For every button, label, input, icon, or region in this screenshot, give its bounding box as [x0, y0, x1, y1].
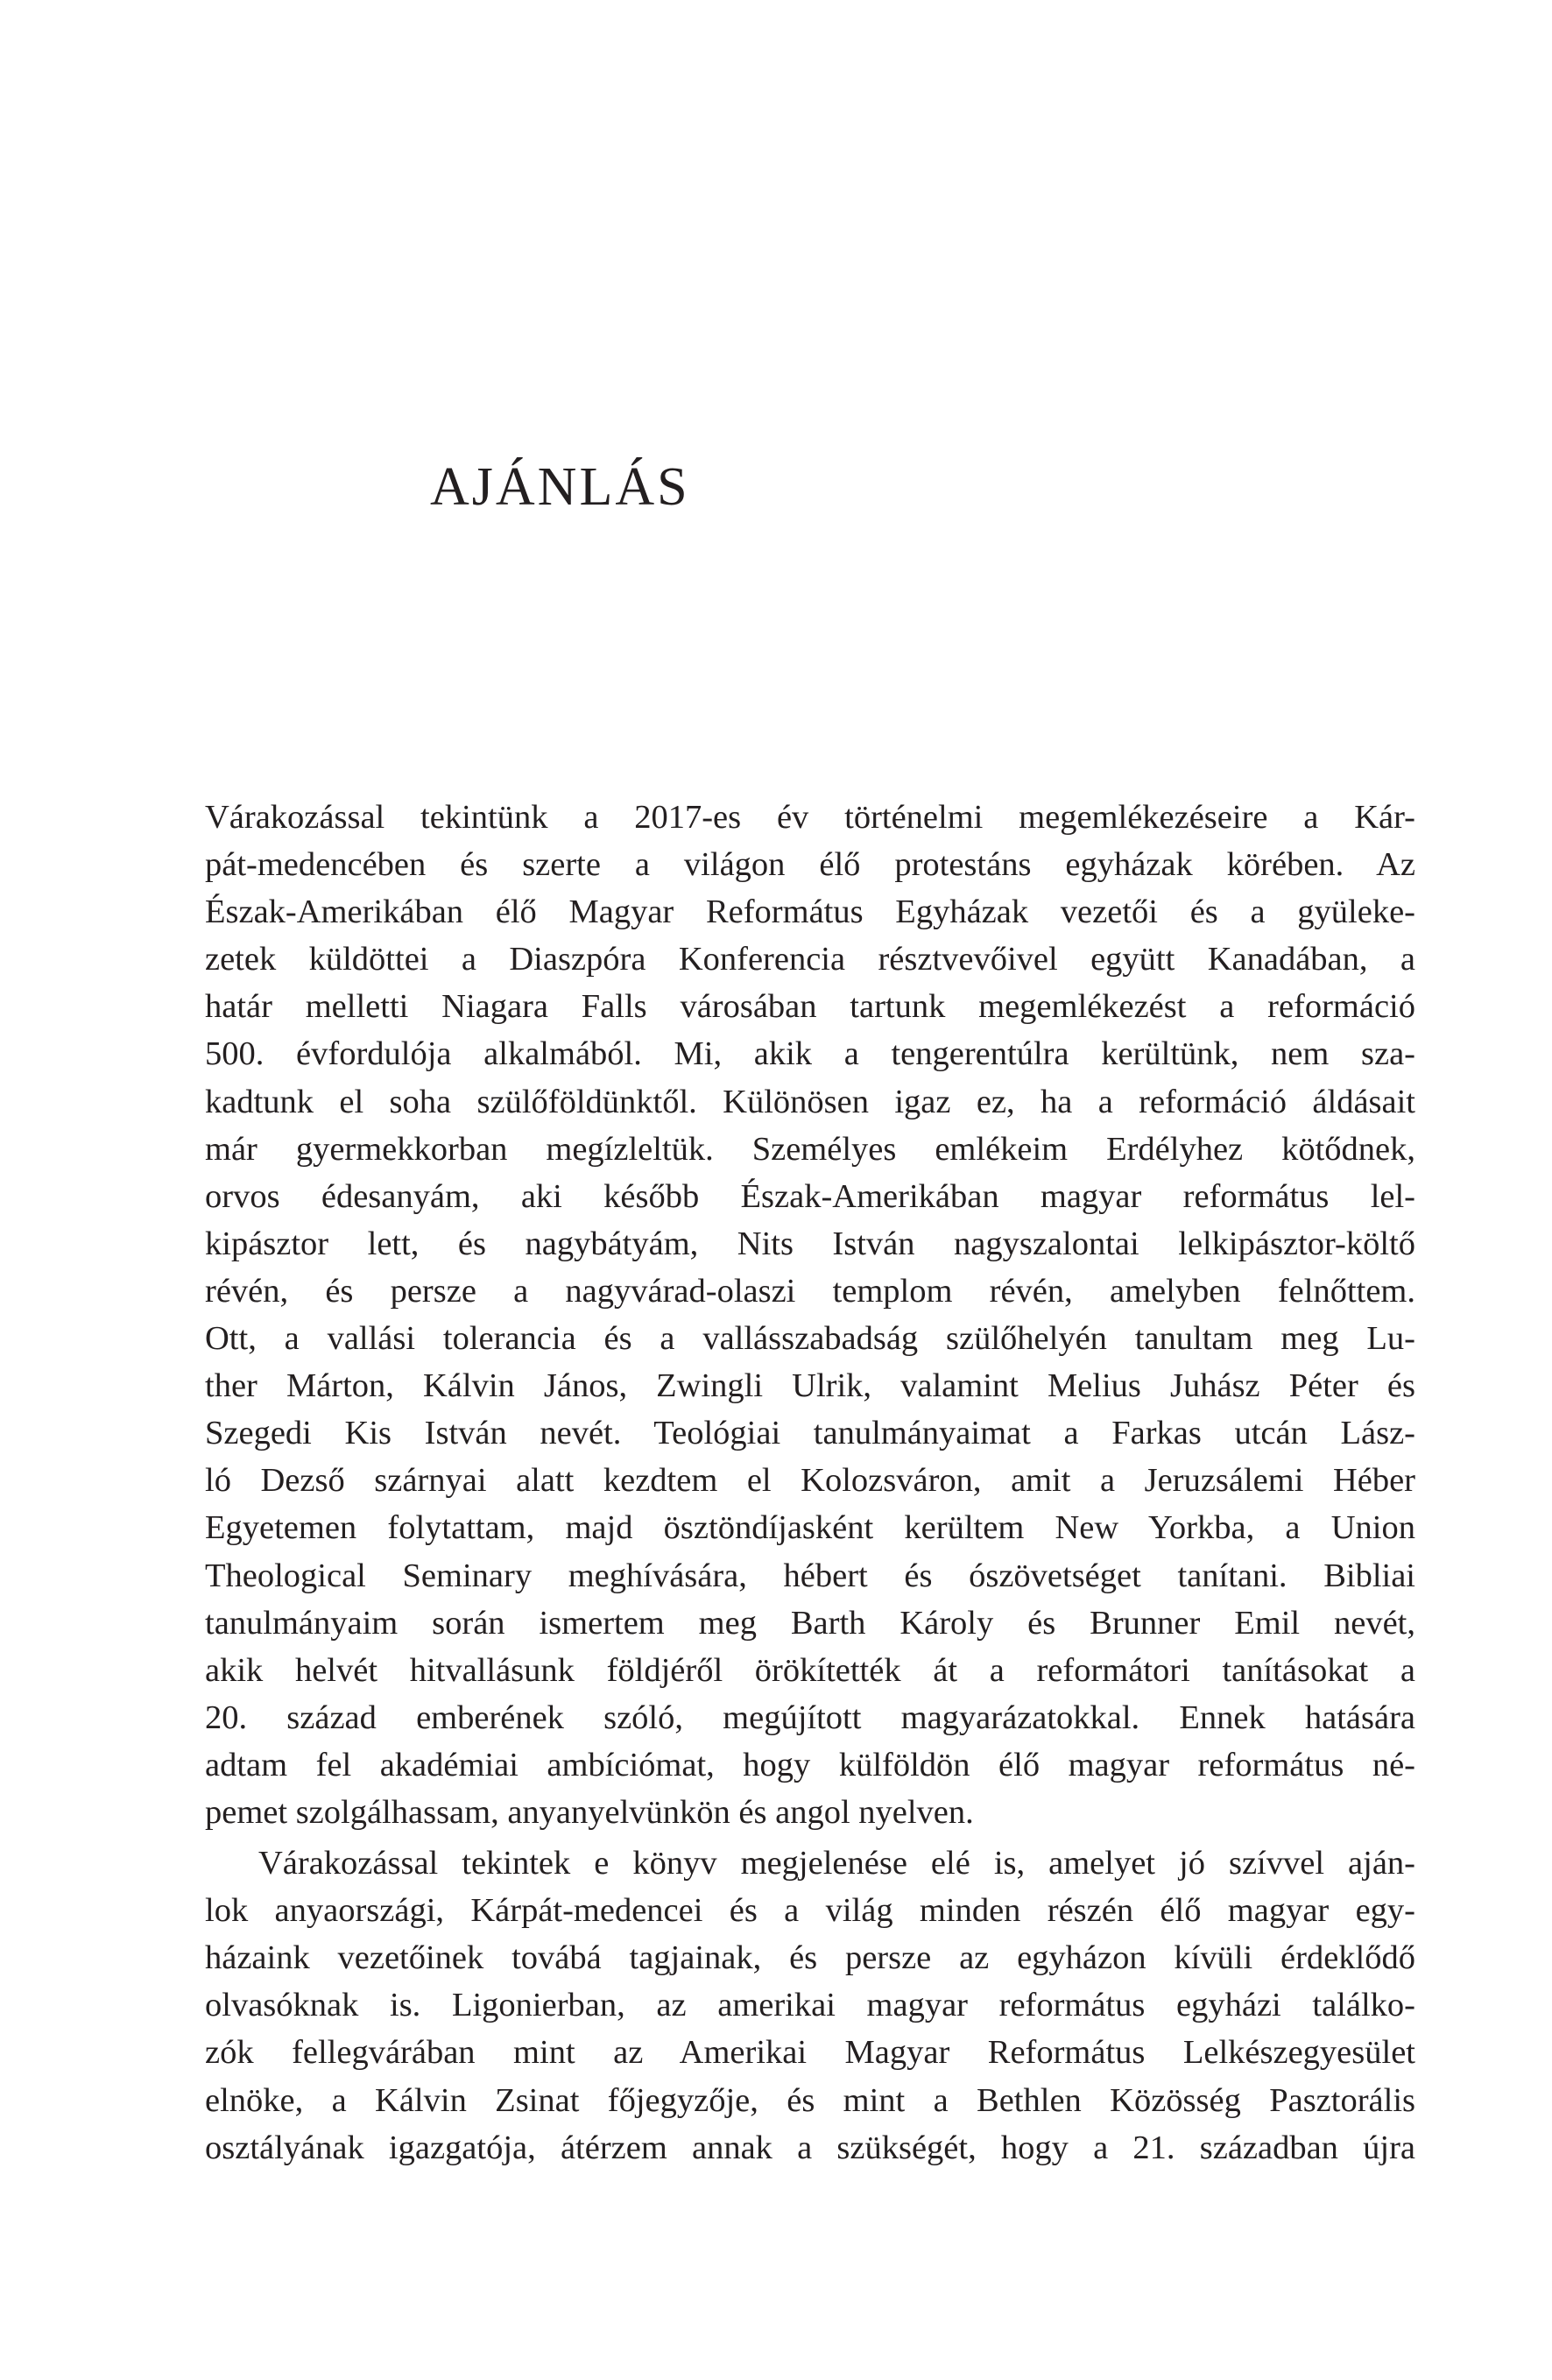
text-line: pát-medencében és szerte a világon élő protestáns egyházak körében. Az — [205, 846, 1415, 884]
text-line: kadtunk el soha szülőföldünktől. Különösen igaz ez, ha a reformáció áldásait — [205, 1083, 1415, 1120]
text-line: lok anyaországi, Kárpát-medencei és a világ minden részén élő magyar egy- — [205, 1892, 1415, 1930]
text-line: határ melletti Niagara Falls városában tartunk megemlékezést a reformáció — [205, 988, 1415, 1026]
text-line: Észak-Amerikában élő Magyar Református Egyházak vezetői és a gyüleke- — [205, 893, 1415, 931]
text-line: elnöke, a Kálvin Zsinat főjegyzője, és mint a Bethlen Közösség Pasztorális — [205, 2081, 1415, 2119]
text-line: Várakozással tekintek e könyv megjelenése elé is, amelyet jó szívvel aján- — [258, 1845, 1415, 1882]
text-line: orvos édesanyám, aki később Észak-Amerikában magyar református lel- — [205, 1177, 1415, 1215]
text-line: olvasóknak is. Ligonierban, az amerikai magyar református egyházi találko- — [205, 1987, 1415, 2024]
text-line: ló Dezső szárnyai alatt kezdtem el Kolozsváron, amit a Jeruzsálemi Héber — [205, 1462, 1415, 1500]
text-line: osztályának igazgatója, átérzem annak a szükségét, hogy a 21. században újra — [205, 2129, 1415, 2166]
text-line: 20. század emberének szóló, megújított magyarázatokkal. Ennek hatására — [205, 1698, 1415, 1736]
text-line: már gyermekkorban megízleltük. Személyes emlékeim Erdélyhez kötődnek, — [205, 1130, 1415, 1168]
text-line: kipásztor lett, és nagybátyám, Nits István nagyszalontai lelkipásztor-költő — [205, 1225, 1415, 1262]
text-line: zetek küldöttei a Diaszpóra Konferencia résztvevőivel együtt Kanadában, a — [205, 941, 1415, 978]
body-text — [205, 794, 1415, 2172]
text-line: Szegedi Kis István nevét. Teológiai tanulmányaimat a Farkas utcán Lász- — [205, 1415, 1415, 1452]
text-line: pemet szolgálhassam, anyanyelvünkön és angol nyelven. — [205, 1793, 974, 1831]
paragraph-2 — [205, 1840, 1415, 2172]
chapter-title: AJÁNLÁS — [430, 457, 690, 517]
text-line: Várakozással tekintünk a 2017-es év történelmi megemlékezéseire a Kár- — [205, 799, 1415, 836]
paragraph-1 — [205, 794, 1415, 1836]
text-line: ther Márton, Kálvin János, Zwingli Ulrik, valamint Melius Juhász Péter és — [205, 1367, 1415, 1405]
text-line: házaink vezetőinek továbá tagjainak, és persze az egyházon kívüli érdeklődő — [205, 1939, 1415, 1977]
text-line: akik helvét hitvallásunk földjéről örökítették át a reformátori tanításokat a — [205, 1651, 1415, 1689]
text-line: Ott, a vallási tolerancia és a vallásszabadság szülőhelyén tanultam meg Lu- — [205, 1320, 1415, 1358]
text-line: 500. évfordulója alkalmából. Mi, akik a tengerentúlra kerültünk, nem sza- — [205, 1035, 1415, 1073]
text-line: révén, és persze a nagyvárad-olaszi templom révén, amelyben felnőttem. — [205, 1272, 1415, 1310]
text-line: adtam fel akadémiai ambíciómat, hogy külföldön élő magyar református né- — [205, 1746, 1415, 1783]
text-line: Theological Seminary meghívására, hébert és ószövetséget tanítani. Bibliai — [205, 1557, 1415, 1594]
text-line: tanulmányaim során ismertem meg Barth Károly és Brunner Emil nevét, — [205, 1604, 1415, 1642]
text-line: Egyetemen folytattam, majd ösztöndíjasként kerültem New Yorkba, a Union — [205, 1509, 1415, 1547]
text-line: zók fellegvárában mint az Amerikai Magyar Református Lelkészegyesület — [205, 2034, 1415, 2072]
